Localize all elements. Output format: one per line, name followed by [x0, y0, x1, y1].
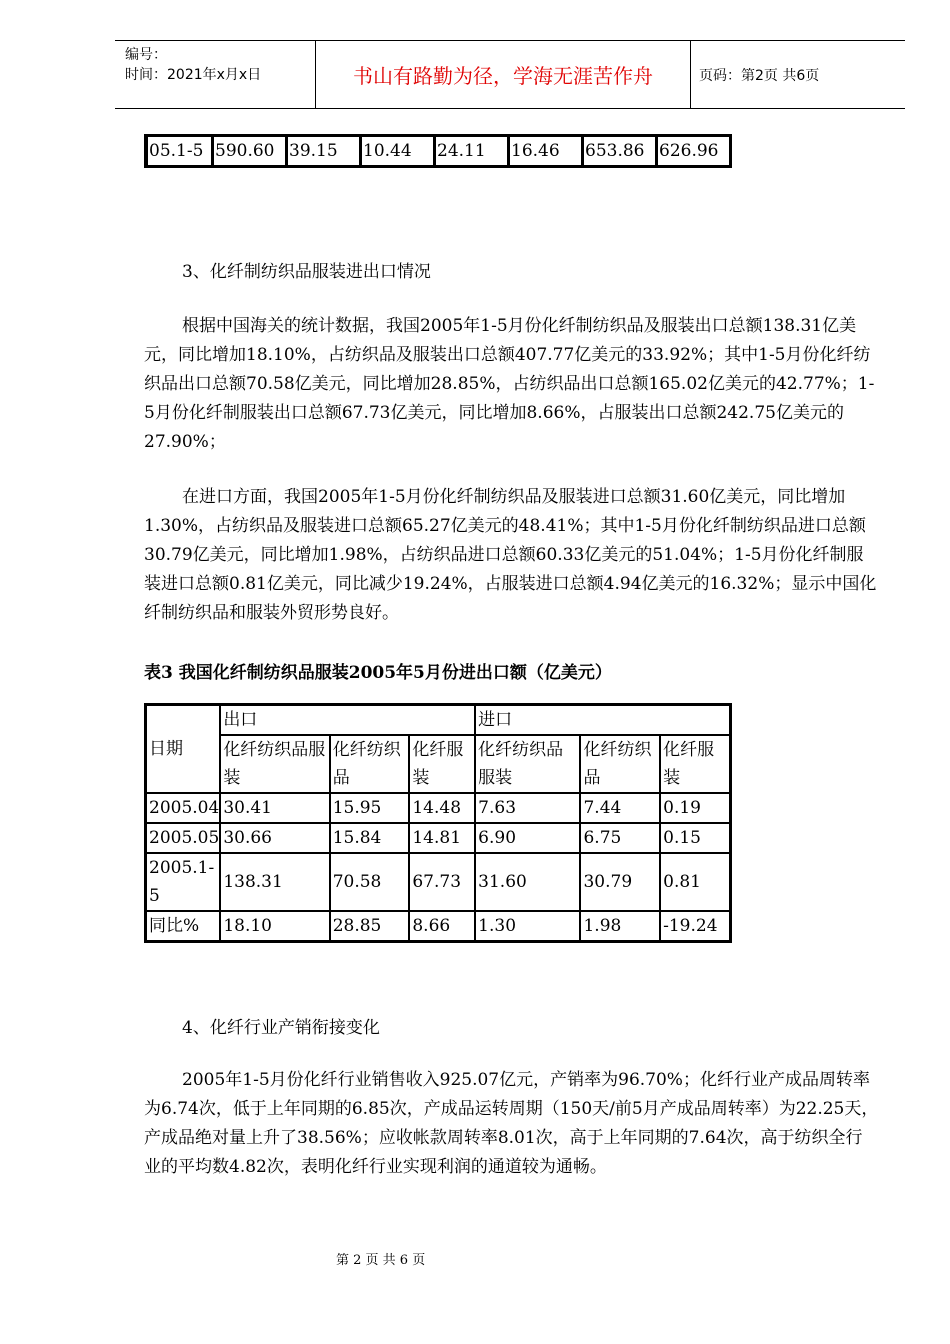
- table-row: [146, 823, 730, 853]
- header-meta: [115, 41, 315, 108]
- table-cell: -19.24: [660, 911, 730, 941]
- table-cell: 0.19: [660, 793, 730, 823]
- page-footer: 第 2 页 共 6 页: [336, 1253, 426, 1268]
- table-cell: 18.10: [220, 911, 329, 941]
- table-row: [146, 136, 730, 166]
- table-cell: 70.58: [330, 853, 410, 911]
- table-cell: 1.30: [475, 911, 580, 941]
- table-cell: 同比%: [146, 911, 220, 941]
- table-cell: 590.60: [212, 136, 286, 166]
- table-cell: 30.41: [220, 793, 329, 823]
- table-header-row: [146, 705, 730, 735]
- header-motto: 书山有路勤为径，学海无涯苦作舟: [315, 41, 691, 108]
- section-3-paragraph-1: 根据中国海关的统计数据，我国2005年1-5月份化纤制纺织品及服装出口总额138.31亿美元，同比增加18.10%，占纺织品及服装出口总额407.77亿美元的33.92%；其中1-5月份化纤纺织品出口总额70.58亿美元，同比增加28.85%，占纺织品出口总额165.02亿美元的42.77%；1-5月份化纤制服装出口总额67.73亿美元，同比增加8.66%，占服装出口总额242.75亿美元的27.90%；: [144, 316, 875, 452]
- table-cell: 14.81: [409, 823, 475, 853]
- table-cell: 7.63: [475, 793, 580, 823]
- table-cell: 6.75: [580, 823, 660, 853]
- table-3-caption: 表3 我国化纤制纺织品服装2005年5月份进出口额（亿美元）: [144, 663, 612, 683]
- table-cell: 39.15: [286, 136, 360, 166]
- table-cell: 15.95: [330, 793, 410, 823]
- subheader-cell: 化纤纺织品服装: [475, 735, 580, 793]
- table-cell: 31.60: [475, 853, 580, 911]
- table-cell: 14.48: [409, 793, 475, 823]
- table-cell: 653.86: [582, 136, 656, 166]
- import-header: 进口: [475, 705, 730, 735]
- table-cell: 05.1-5: [146, 136, 212, 166]
- table-cell: 1.98: [580, 911, 660, 941]
- export-header: 出口: [220, 705, 475, 735]
- table-cell: 8.66: [409, 911, 475, 941]
- table-cell: 2005.05: [146, 823, 220, 853]
- table-3: [144, 703, 732, 943]
- table-cell: 0.15: [660, 823, 730, 853]
- time-label: 时间：2021年x月x日: [125, 67, 262, 83]
- header-page-label: 页码：第2页 共6页: [699, 67, 820, 84]
- table-cell: 7.44: [580, 793, 660, 823]
- table-subheader-row: [146, 735, 730, 793]
- table-cell: 30.66: [220, 823, 329, 853]
- table-cell: 2005.1-5: [146, 853, 220, 911]
- table-row: [146, 853, 730, 911]
- subheader-cell: 化纤纺织品: [330, 735, 410, 793]
- subheader-cell: 化纤纺织品: [580, 735, 660, 793]
- table-cell: 15.84: [330, 823, 410, 853]
- section-3-heading: 3、化纤制纺织品服装进出口情况: [182, 262, 431, 282]
- date-header: 日期: [146, 705, 220, 793]
- subheader-cell: 化纤服装: [409, 735, 475, 793]
- table-cell: 138.31: [220, 853, 329, 911]
- table-cell: 10.44: [360, 136, 434, 166]
- table-cell: 30.79: [580, 853, 660, 911]
- subheader-cell: 化纤纺织品服装: [220, 735, 329, 793]
- previous-table-fragment: [144, 134, 732, 168]
- subheader-cell: 化纤服装: [660, 735, 730, 793]
- table-cell: 28.85: [330, 911, 410, 941]
- table-row: [146, 911, 730, 941]
- table-row: [146, 793, 730, 823]
- table-cell: 0.81: [660, 853, 730, 911]
- section-4-paragraph-1: 2005年1-5月份化纤行业销售收入925.07亿元，产销率为96.70%；化纤行业产成品周转率为6.74次，低于上年同期的6.85次，产成品运转周期（150天/前5月产成品周转率）为22.25天，产成品绝对量上升了38.56%；应收帐款周转率8.01次，高于上年同期的7.64次，高于纺织全行业的平均数4.82次，表明化纤行业实现利润的通道较为通畅。: [144, 1070, 879, 1177]
- table-cell: 2005.04: [146, 793, 220, 823]
- table-cell: 67.73: [409, 853, 475, 911]
- table-cell: 24.11: [434, 136, 508, 166]
- table-cell: 6.90: [475, 823, 580, 853]
- section-4-heading: 4、化纤行业产销衔接变化: [182, 1018, 380, 1038]
- table-cell: 626.96: [656, 136, 730, 166]
- section-3-paragraph-2: 在进口方面，我国2005年1-5月份化纤制纺织品及服装进口总额31.60亿美元，同比增加1.30%，占纺织品及服装进口总额65.27亿美元的48.41%；其中1-5月份化纤制纺织品进口总额30.79亿美元，同比增加1.98%，占纺织品进口总额60.33亿美元的51.04%；1-5月份化纤制服装进口总额0.81亿美元，同比减少19.24%，占服装进口总额4.94亿美元的16.32%；显示中国化纤制纺织品和服装外贸形势良好。: [144, 487, 877, 623]
- page-header: [115, 40, 905, 109]
- table-cell: 16.46: [508, 136, 582, 166]
- serial-label: 编号：: [125, 47, 167, 63]
